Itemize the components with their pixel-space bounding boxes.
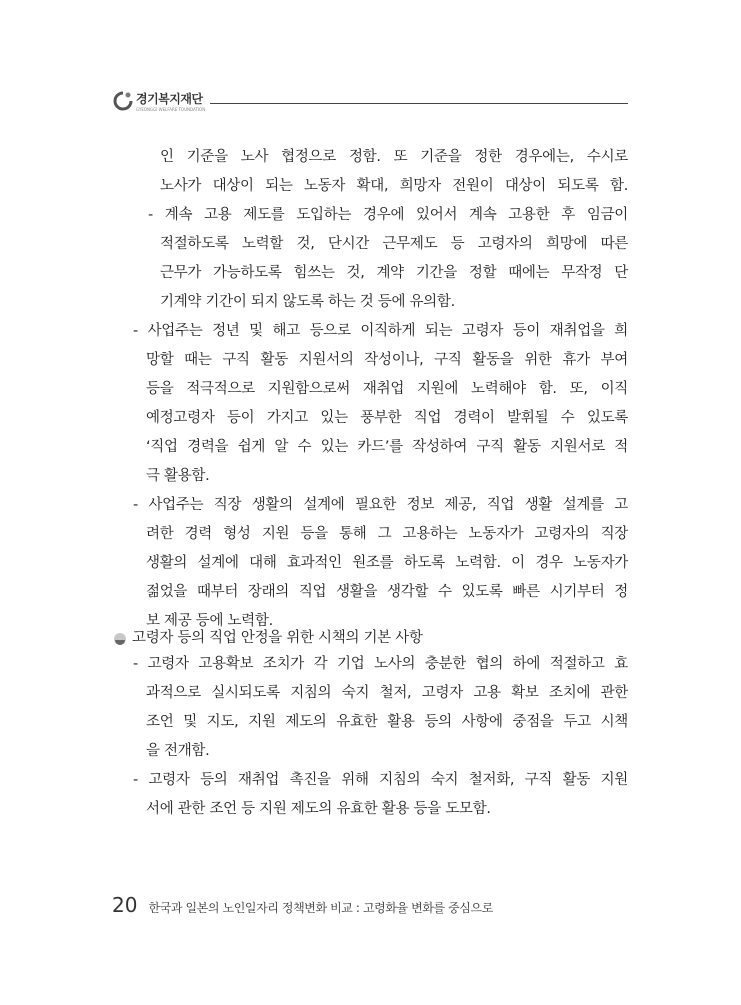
round-bullet-icon: [113, 632, 127, 646]
body-line: 망할 때는 구직 활동 지원서의 작성이나, 구직 활동을 위한 휴가 부여: [146, 352, 628, 368]
body-line: 보 제공 등에 노력함.: [146, 613, 273, 629]
page-number: 20: [112, 893, 138, 917]
body-line: 생활의 설계에 대해 효과적인 원조를 하도록 노력함. 이 경우 노동자가: [146, 555, 628, 571]
book-title: 한국과 일본의 노인일자리 정책변화 비교 : 고령화율 변화를 중심으로: [148, 901, 493, 915]
page-footer: [112, 893, 493, 919]
body-line: 극 활용함.: [146, 468, 210, 484]
body-line: - 사업주는 직장 생활의 설계에 필요한 정보 제공, 직업 생활 설계를 고: [133, 497, 628, 513]
body-line: - 사업주는 정년 및 해고 등으로 이직하게 되는 고령자 등이 재취업을 희: [133, 323, 628, 339]
foundation-logo-subtext: GYEONGGI WELFARE FOUNDATION: [136, 107, 206, 112]
body-line: 등을 적극적으로 지원함으로써 재취업 지원에 노력해야 함. 또, 이직: [146, 381, 628, 397]
section-heading: [112, 626, 632, 652]
body-line: 을 전개함.: [146, 743, 210, 759]
body-line: 조언 및 지도, 지원 제도의 유효한 활용 등의 사항에 중점을 두고 시책: [146, 714, 628, 730]
header-divider: [210, 103, 628, 104]
body-line: 인 기준을 노사 협정으로 정함. 또 기준을 정한 경우에는, 수시로: [160, 149, 628, 165]
body-line: 노사가 대상이 되는 노동자 확대, 희망자 전원이 대상이 되도록 함.: [160, 178, 628, 194]
body-line: - 고령자 고용확보 조치가 각 기업 노사의 충분한 협의 하에 적절하고 효: [133, 656, 628, 672]
body-line: 과적으로 실시되도록 지침의 숙지 철저, 고령자 고용 확보 조치에 관한: [146, 685, 628, 701]
section-title: 고령자 등의 직업 안정을 위한 시책의 기본 사항: [132, 630, 423, 646]
body-line: 예정고령자 등이 가지고 있는 풍부한 직업 경력이 발휘될 수 있도록: [146, 410, 628, 426]
foundation-logo-text: 경기복지재단: [136, 92, 203, 106]
foundation-logo-icon: [112, 90, 134, 112]
body-line: 젊었을 때부터 장래의 직업 생활을 생각할 수 있도록 빠른 시기부터 정: [146, 584, 628, 600]
body-line: 기계약 기간이 되지 않도록 하는 것 등에 유의함.: [160, 294, 455, 310]
body-line: - 계속 고용 제도를 도입하는 경우에 있어서 계속 고용한 후 임금이: [148, 207, 628, 223]
page-header: [112, 86, 628, 126]
body-line: 서에 관한 조언 등 지원 제도의 유효한 활용 등을 도모함.: [146, 801, 491, 817]
body-line: 근무가 가능하도록 힘쓰는 것, 계약 기간을 정할 때에는 무작정 단: [160, 265, 628, 281]
body-line: 려한 경력 형성 지원 등을 통해 그 고용하는 노동자가 고령자의 직장: [146, 526, 628, 542]
body-line: - 고령자 등의 재취업 촉진을 위해 지침의 숙지 철저화, 구직 활동 지원: [133, 772, 628, 788]
body-line: ‘직업 경력을 쉽게 알 수 있는 카드’를 작성하여 구직 활동 지원서로 적: [146, 439, 628, 455]
body-line: 적절하도록 노력할 것, 단시간 근무제도 등 고령자의 희망에 따른: [160, 236, 628, 252]
